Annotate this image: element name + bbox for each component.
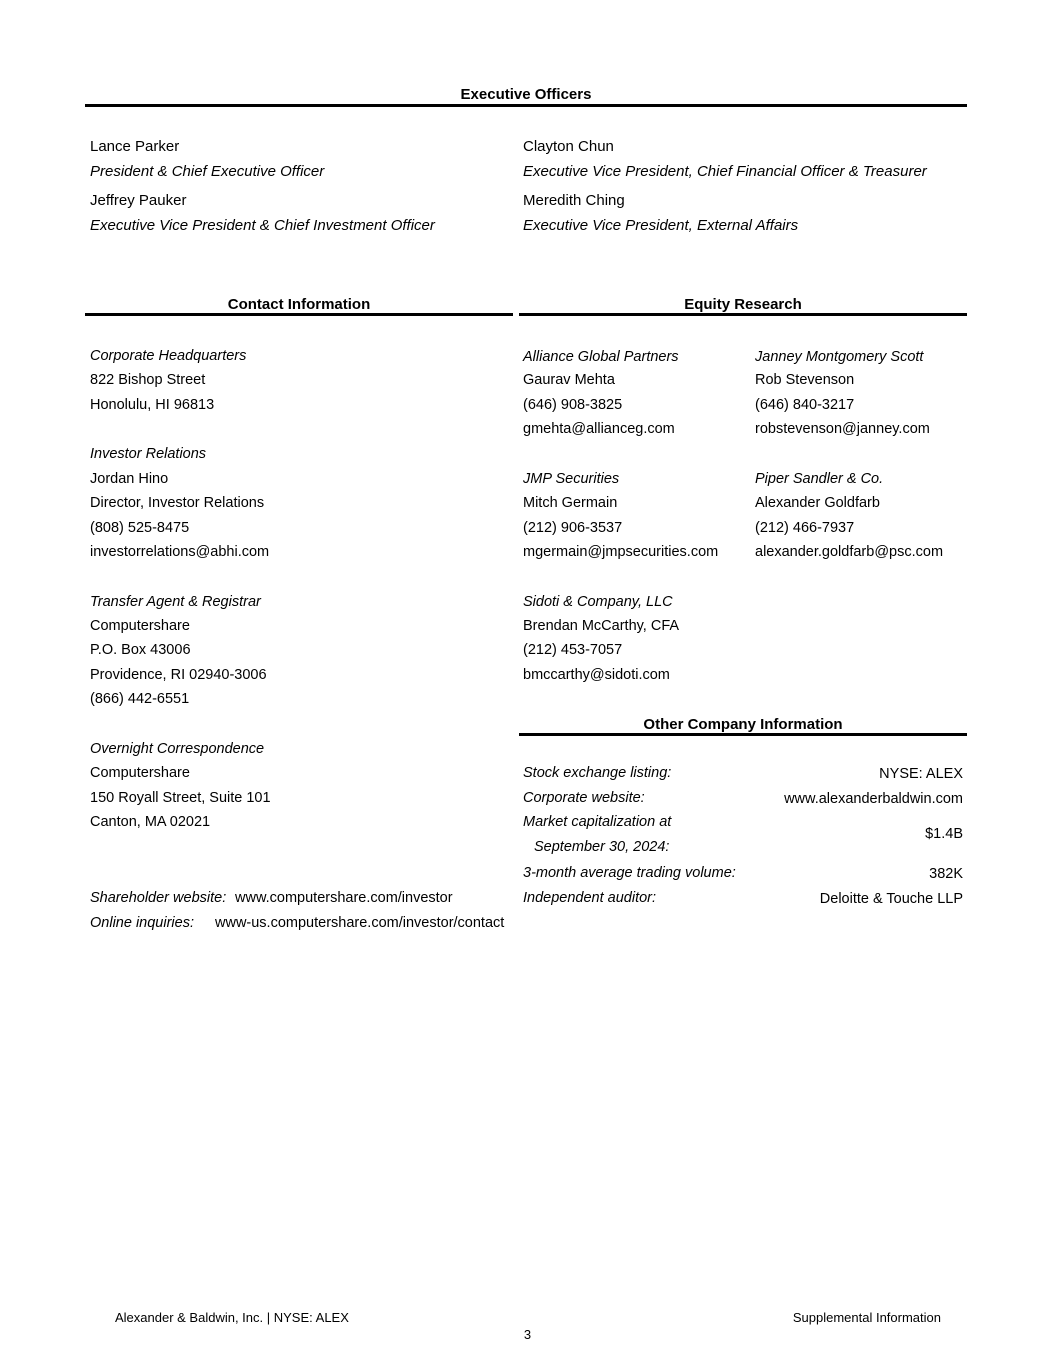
- hq-street: 822 Bishop Street: [90, 372, 206, 388]
- other-company-info-rule: [519, 733, 967, 736]
- online-inquiries-label: Online inquiries:: [90, 915, 194, 931]
- transfer-name: Computershare: [90, 618, 190, 634]
- analyst-email[interactable]: robstevenson@janney.com: [755, 421, 930, 437]
- analyst-email[interactable]: gmehta@allianceg.com: [523, 421, 675, 437]
- officer-name: Jeffrey Pauker: [90, 192, 187, 209]
- mktcap-date: September 30, 2024:: [534, 839, 670, 855]
- ir-phone: (808) 525-8475: [90, 520, 190, 536]
- footer-company: Alexander & Baldwin, Inc. | NYSE: ALEX: [115, 1310, 349, 1325]
- overnight-city: Canton, MA 02021: [90, 814, 211, 830]
- online-inquiries-link[interactable]: www-us.computershare.com/investor/contact: [215, 915, 505, 931]
- transfer-phone: (866) 442-6551: [90, 691, 190, 707]
- overnight-label: Overnight Correspondence: [90, 741, 265, 757]
- contact-information-heading: Contact Information: [227, 296, 371, 313]
- transfer-city: Providence, RI 02940-3006: [90, 667, 267, 683]
- contact-information-rule: [85, 313, 513, 316]
- ir-email[interactable]: investorrelations@abhi.com: [90, 544, 270, 560]
- analyst-phone: (646) 908-3825: [523, 397, 623, 413]
- officer-title: President & Chief Executive Officer: [90, 163, 325, 180]
- overnight-street: 150 Royall Street, Suite 101: [90, 790, 271, 806]
- transfer-label: Transfer Agent & Registrar: [90, 594, 261, 610]
- hq-label: Corporate Headquarters: [90, 348, 247, 364]
- other-company-info-heading: Other Company Information: [643, 716, 843, 733]
- analyst-firm: Alliance Global Partners: [523, 349, 679, 365]
- analyst-name: Brendan McCarthy, CFA: [523, 618, 680, 634]
- listing-value: NYSE: ALEX: [879, 766, 963, 782]
- analyst-email[interactable]: alexander.goldfarb@psc.com: [755, 544, 944, 560]
- website-label: Corporate website:: [523, 790, 645, 806]
- transfer-box: P.O. Box 43006: [90, 642, 191, 658]
- officer-name: Clayton Chun: [523, 138, 614, 155]
- ir-name: Jordan Hino: [90, 471, 169, 487]
- officer-title: Executive Vice President, Chief Financial Officer & Treasurer: [523, 163, 927, 180]
- volume-label: 3-month average trading volume:: [523, 865, 736, 881]
- analyst-email[interactable]: bmccarthy@sidoti.com: [523, 667, 670, 683]
- equity-research-rule: [519, 313, 967, 316]
- analyst-email[interactable]: mgermain@jmpsecurities.com: [523, 544, 719, 560]
- analyst-name: Mitch Germain: [523, 495, 618, 511]
- page-number: 3: [523, 1327, 532, 1342]
- officer-name: Meredith Ching: [523, 192, 625, 209]
- hq-city: Honolulu, HI 96813: [90, 397, 215, 413]
- analyst-firm: JMP Securities: [523, 471, 620, 487]
- auditor-value: Deloitte & Touche LLP: [819, 891, 963, 907]
- analyst-phone: (212) 906-3537: [523, 520, 623, 536]
- analyst-firm: Piper Sandler & Co.: [755, 471, 884, 487]
- analyst-firm: Janney Montgomery Scott: [755, 349, 924, 365]
- ir-label: Investor Relations: [90, 446, 207, 462]
- executive-officers-rule: [85, 104, 967, 107]
- officer-name: Lance Parker: [90, 138, 180, 155]
- analyst-firm: Sidoti & Company, LLC: [523, 594, 673, 610]
- ir-title: Director, Investor Relations: [90, 495, 265, 511]
- analyst-name: Alexander Goldfarb: [755, 495, 880, 511]
- officer-title: Executive Vice President & Chief Investment Officer: [90, 217, 435, 234]
- mktcap-value: $1.4B: [925, 826, 963, 842]
- overnight-name: Computershare: [90, 765, 190, 781]
- analyst-name: Rob Stevenson: [755, 372, 855, 388]
- auditor-label: Independent auditor:: [523, 890, 657, 906]
- volume-value: 382K: [929, 866, 963, 882]
- shareholder-website-label: Shareholder website:: [90, 890, 227, 906]
- footer-section: Supplemental Information: [792, 1310, 941, 1325]
- website-value[interactable]: www.alexanderbaldwin.com: [784, 791, 963, 807]
- analyst-phone: (212) 466-7937: [755, 520, 855, 536]
- analyst-name: Gaurav Mehta: [523, 372, 615, 388]
- executive-officers-heading: Executive Officers: [460, 86, 592, 103]
- analyst-phone: (646) 840-3217: [755, 397, 855, 413]
- equity-research-heading: Equity Research: [684, 296, 802, 313]
- listing-label: Stock exchange listing:: [523, 765, 672, 781]
- analyst-phone: (212) 453-7057: [523, 642, 623, 658]
- shareholder-website-link[interactable]: www.computershare.com/investor: [235, 890, 453, 906]
- officer-title: Executive Vice President, External Affairs: [523, 217, 799, 234]
- mktcap-label: Market capitalization at: [523, 814, 672, 830]
